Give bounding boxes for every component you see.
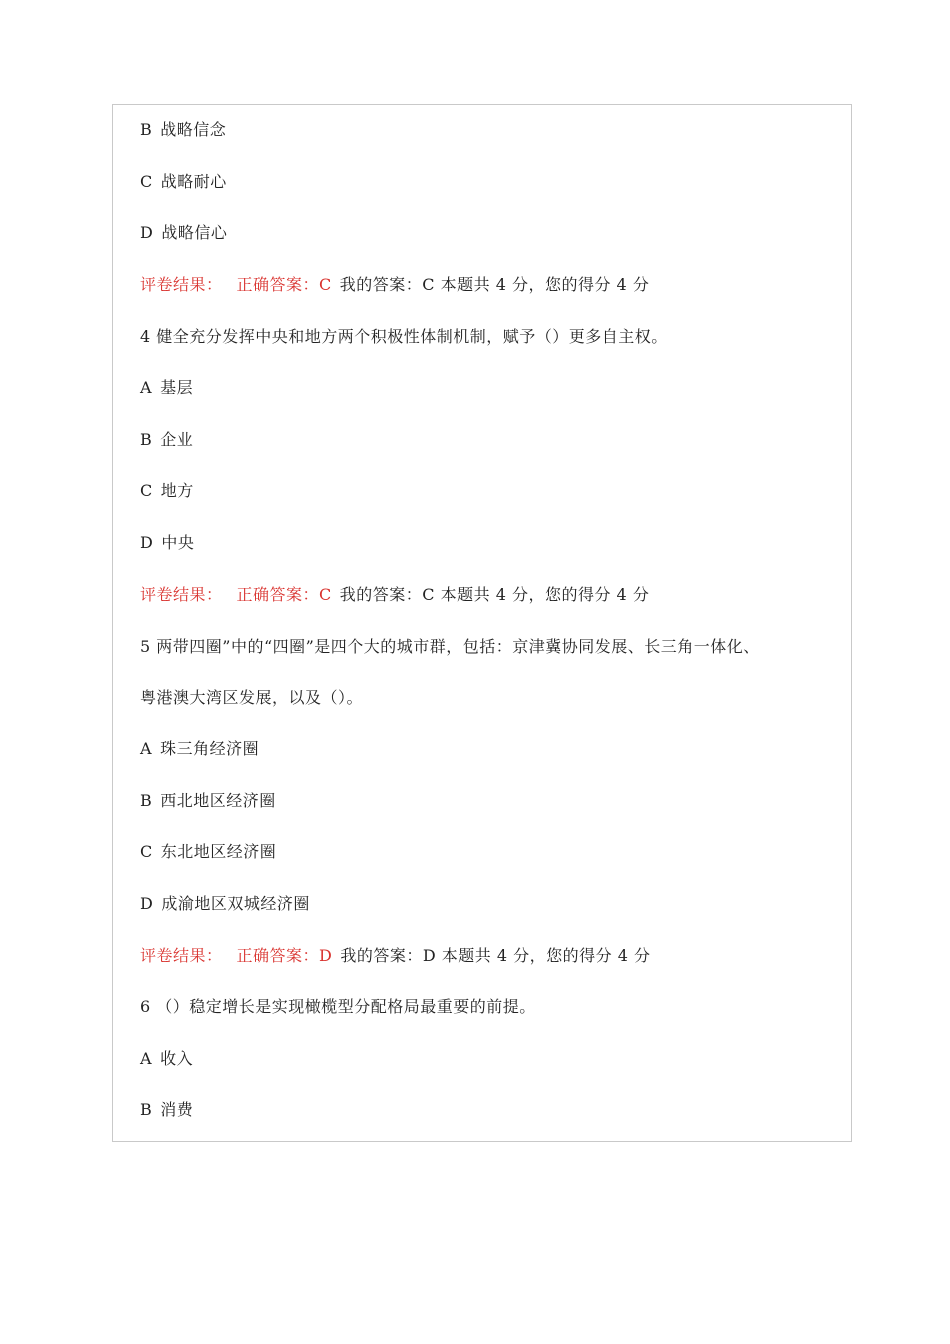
q5-result bbox=[140, 946, 650, 966]
q4-option-b[interactable]: B 企业 bbox=[140, 430, 194, 449]
q3-option-c[interactable]: C 战略耐心 bbox=[140, 172, 227, 191]
q5-option-b[interactable]: B 西北地区经济圈 bbox=[140, 791, 276, 810]
my-answer-score: 我的答案：C 本题共 4 分，您的得分 4 分 bbox=[339, 275, 650, 294]
q4-result bbox=[140, 585, 649, 605]
correct-answer: D bbox=[319, 946, 333, 965]
question-panel bbox=[112, 104, 852, 1142]
result-label: 评卷结果： bbox=[140, 946, 223, 965]
q4-option-d[interactable]: D 中央 bbox=[140, 533, 195, 552]
q5-option-a[interactable]: A 珠三角经济圈 bbox=[140, 739, 260, 758]
q3-option-d[interactable]: D 战略信心 bbox=[140, 223, 228, 242]
q5-stem-line1: 5 两带四圈”中的“四圈”是四个大的城市群，包括：京津冀协同发展、长三角一体化、 bbox=[140, 637, 760, 656]
q6-option-a[interactable]: A 收入 bbox=[140, 1049, 194, 1068]
my-answer-score: 我的答案：C 本题共 4 分，您的得分 4 分 bbox=[339, 585, 650, 604]
q6-stem: 6 （）稳定增长是实现橄榄型分配格局最重要的前提。 bbox=[140, 997, 536, 1016]
result-label: 评卷结果： bbox=[140, 275, 223, 294]
my-answer-score: 我的答案：D 本题共 4 分，您的得分 4 分 bbox=[340, 946, 651, 965]
q5-option-d[interactable]: D 成渝地区双城经济圈 bbox=[140, 894, 310, 913]
result-label: 评卷结果： bbox=[140, 585, 223, 604]
q3-option-b[interactable]: B 战略信念 bbox=[140, 120, 227, 139]
correct-answer-label: 正确答案： bbox=[236, 946, 320, 965]
correct-answer: C bbox=[319, 585, 332, 604]
correct-answer-label: 正确答案： bbox=[236, 275, 320, 294]
q4-option-c[interactable]: C 地方 bbox=[140, 481, 194, 500]
q5-stem-line2: 粤港澳大湾区发展，以及（）。 bbox=[140, 688, 364, 707]
q6-option-b[interactable]: B 消费 bbox=[140, 1100, 194, 1119]
correct-answer: C bbox=[319, 275, 332, 294]
q5-option-c[interactable]: C 东北地区经济圈 bbox=[140, 842, 277, 861]
correct-answer-label: 正确答案： bbox=[236, 585, 320, 604]
q3-result bbox=[140, 275, 649, 295]
q4-stem: 4 健全充分发挥中央和地方两个积极性体制机制，赋予（）更多自主权。 bbox=[140, 327, 668, 346]
q4-option-a[interactable]: A 基层 bbox=[140, 378, 194, 397]
